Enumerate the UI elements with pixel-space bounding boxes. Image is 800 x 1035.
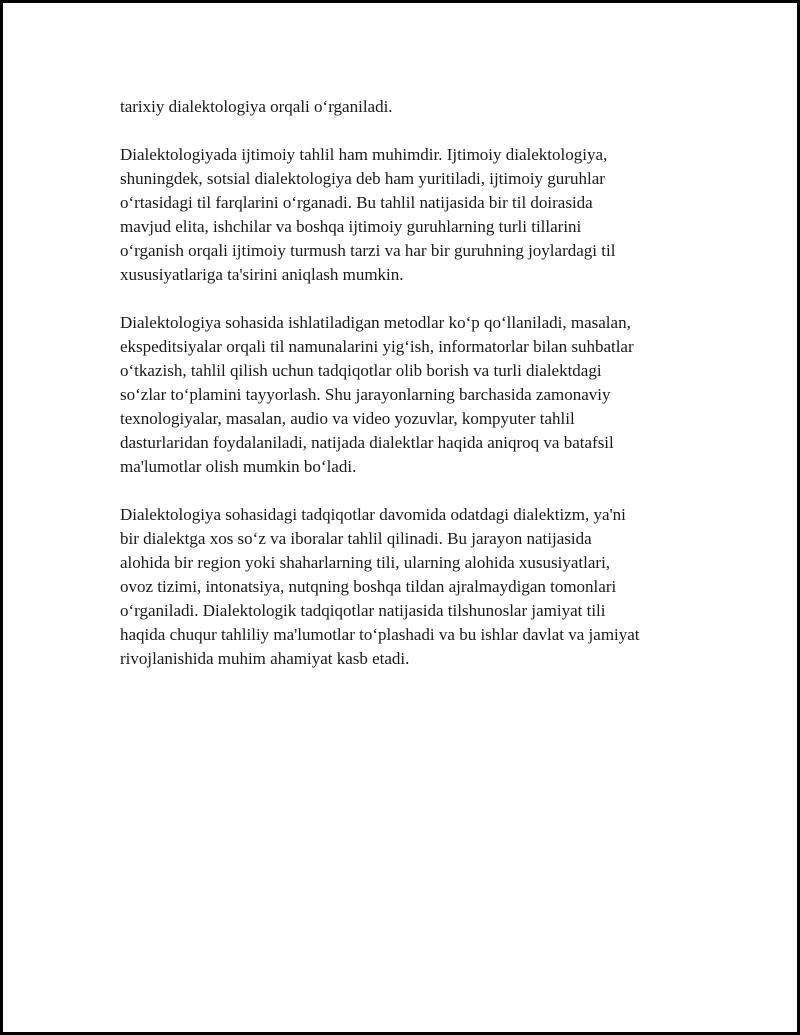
document-body (120, 95, 700, 671)
paragraph-2: Dialektologiyada ijtimoiy tahlil ham muhimdir. Ijtimoiy dialektologiya, shuningdek, sotsial dialektologiya deb ham yuritiladi, ijtimoiy guruhlar o‘rtasidagi til farqlarini o‘rganadi. Bu tahlil natijasida bir til doirasida mavjud elita, ishchilar va boshqa ijtimoiy guruhlarning turli tillarini o‘rganish orqali ijtimoiy turmush tarzi va har bir guruhning joylardagi til xususiyatlariga ta'sirini aniqlash mumkin. (120, 145, 616, 284)
paragraph-4: Dialektologiya sohasidagi tadqiqotlar davomida odatdagi dialektizm, ya'ni bir dialektga xos so‘z va iboralar tahlil qilinadi. Bu jarayon natijasida alohida bir region yoki shaharlarning tili, ularning alohida xususiyatlari, ovoz tizimi, intonatsiya, nutqning boshqa tildan ajralmaydigan tomonlari o‘rganiladi. Dialektologik tadqiqotlar natijasida tilshunoslar jamiyat tili haqida chuqur tahliliy ma'lumotlar to‘plashadi va bu ishlar davlat va jamiyat rivojlanishida muhim ahamiyat kasb etadi. (120, 505, 640, 668)
paragraph-1: tarixiy dialektologiya orqali o‘rganiladi. (120, 97, 393, 116)
paragraph-3: Dialektologiya sohasida ishlatiladigan metodlar ko‘p qo‘llaniladi, masalan, ekspeditsiyalar orqali til namunalarini yig‘ish, informatorlar bilan suhbatlar o‘tkazish, tahlil qilish uchun tadqiqotlar olib borish va turli dialektdagi so‘zlar to‘plamini tayyorlash. Shu jarayonlarning barchasida zamonaviy texnologiyalar, masalan, audio va video yozuvlar, kompyuter tahlil dasturlaridan foydalaniladi, natijada dialektlar haqida aniqroq va batafsil ma'lumotlar olish mumkin bo‘ladi. (120, 313, 634, 476)
